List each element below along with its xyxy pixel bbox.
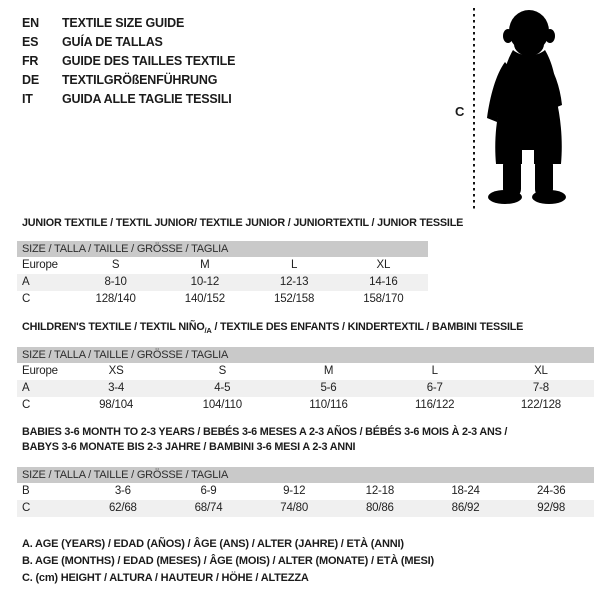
language-item xyxy=(22,32,235,51)
table-cell: 6-7 xyxy=(426,382,443,394)
size-header-bar: SIZE / TALLA / TAILLE / GRÖSSE / TAGLIA xyxy=(17,241,428,257)
babies-size-table xyxy=(17,467,594,517)
table-cell: 98/104 xyxy=(99,399,134,411)
language-item xyxy=(22,89,235,108)
junior-size-table xyxy=(17,241,428,308)
table-cell: 18-24 xyxy=(451,485,480,497)
table-cell: L xyxy=(291,259,298,271)
footnote: C. (cm) HEIGHT / ALTURA / HAUTEUR / HÖHE / ALTEZZA xyxy=(22,572,309,584)
language-label: GUIDE DES TAILLES TEXTILE xyxy=(62,53,236,68)
language-code: FR xyxy=(22,53,39,68)
table-cell: 5-6 xyxy=(320,382,337,394)
table-row xyxy=(17,291,428,308)
table-cell: 116/122 xyxy=(415,399,455,411)
table-cell: 10-12 xyxy=(190,276,220,288)
language-label: GUÍA DE TALLAS xyxy=(62,34,163,49)
row-label: C xyxy=(22,502,31,514)
table-cell: 152/158 xyxy=(274,293,315,305)
row-label: A xyxy=(22,382,30,394)
table-cell: 122/128 xyxy=(520,399,561,411)
row-label: A xyxy=(22,276,30,288)
table-cell: XL xyxy=(376,259,391,271)
table-cell: 14-16 xyxy=(369,276,398,288)
table-cell: 24-36 xyxy=(536,485,566,497)
language-item xyxy=(22,51,235,70)
table-row xyxy=(17,380,594,397)
table-cell: 62/68 xyxy=(108,502,137,514)
table-cell: 92/98 xyxy=(537,502,566,514)
table-cell: 7-8 xyxy=(532,382,549,394)
language-list xyxy=(22,13,235,108)
table-cell: 158/170 xyxy=(363,293,404,305)
table-cell: XS xyxy=(108,365,124,377)
table-cell: 140/152 xyxy=(184,293,225,305)
row-label: C xyxy=(22,399,31,411)
table-row xyxy=(17,483,594,500)
table-cell: L xyxy=(431,365,438,377)
table-title-part: / TEXTILE DES ENFANTS / KINDERTEXTIL / BAMBINI TESSILE xyxy=(211,321,524,333)
table-row xyxy=(17,257,428,274)
table-cell: 104/110 xyxy=(202,399,242,411)
language-code: EN xyxy=(22,15,39,30)
table-title-part: JUNIOR TEXTILE / TEXTIL JUNIOR/ TEXTILE JUNIOR / JUNIORTEXTIL / JUNIOR TESSILE xyxy=(22,217,464,229)
language-code: DE xyxy=(22,72,39,87)
footnotes xyxy=(22,536,434,587)
baby-silhouette-image xyxy=(482,8,570,204)
babies-table-title xyxy=(22,425,507,455)
language-label: TEXTILGRÖßENFÜHRUNG xyxy=(62,72,218,87)
table-title-part: BABYS 3-6 MONATE BIS 2-3 JAHRE / BAMBINI 3-6 MESI A 2-3 ANNI xyxy=(22,441,356,453)
table-cell: 68/74 xyxy=(194,502,223,514)
table-cell: 4-5 xyxy=(214,382,231,394)
table-cell: 6-9 xyxy=(200,485,217,497)
table-row xyxy=(17,274,428,291)
row-label: Europe xyxy=(22,365,58,377)
row-label: Europe xyxy=(22,259,58,271)
table-cell: 74/80 xyxy=(280,502,309,514)
height-marker-label: C xyxy=(455,104,465,119)
table-title-part: CHILDREN'S TEXTILE / TEXTIL NIÑO xyxy=(22,321,205,333)
language-item xyxy=(22,70,235,89)
table-cell: S xyxy=(111,259,120,271)
table-cell: 86/92 xyxy=(451,502,480,514)
table-row xyxy=(17,500,594,517)
language-label: TEXTILE SIZE GUIDE xyxy=(62,15,185,30)
language-label: GUIDA ALLE TAGLIE TESSILI xyxy=(62,91,232,106)
height-dotted-line xyxy=(473,8,475,211)
table-cell: 128/140 xyxy=(95,293,136,305)
row-label: B xyxy=(22,485,30,497)
table-cell: 3-6 xyxy=(114,485,131,497)
table-cell: 3-4 xyxy=(108,382,125,394)
table-cell: M xyxy=(323,365,334,377)
table-row xyxy=(17,397,594,414)
children-size-table xyxy=(17,347,594,414)
table-cell: 110/116 xyxy=(309,399,348,411)
table-cell: 8-10 xyxy=(104,276,127,288)
table-cell: 12-18 xyxy=(365,485,395,497)
language-code: ES xyxy=(22,34,39,49)
size-header-bar: SIZE / TALLA / TAILLE / GRÖSSE / TAGLIA xyxy=(17,467,594,483)
language-item xyxy=(22,13,235,32)
table-title-part: /A xyxy=(204,326,212,336)
table-cell: 80/86 xyxy=(365,502,394,514)
table-cell: 12-13 xyxy=(279,276,309,288)
footnote: A. AGE (YEARS) / EDAD (AÑOS) / ÂGE (ANS) / ALTER (JAHRE) / ETÀ (ANNI) xyxy=(22,538,404,550)
row-label: C xyxy=(22,293,31,305)
table-cell: 9-12 xyxy=(283,485,306,497)
footnote: B. AGE (MONTHS) / EDAD (MESES) / ÂGE (MOIS) / ALTER (MONATE) / ETÀ (MESI) xyxy=(22,555,434,567)
children-table-title xyxy=(22,320,523,338)
table-row xyxy=(17,363,594,380)
table-cell: S xyxy=(218,365,227,377)
table-title-part: BABIES 3-6 MONTH TO 2-3 YEARS / BEBÉS 3-6 MESES A 2-3 AÑOS / BÉBÉS 3-6 MOIS À 2-3 ANS / xyxy=(22,426,508,438)
table-cell: M xyxy=(200,259,210,271)
size-header-bar: SIZE / TALLA / TAILLE / GRÖSSE / TAGLIA xyxy=(17,347,594,363)
table-cell: XL xyxy=(534,365,548,377)
language-code: IT xyxy=(22,91,33,106)
junior-table-title xyxy=(22,216,463,231)
